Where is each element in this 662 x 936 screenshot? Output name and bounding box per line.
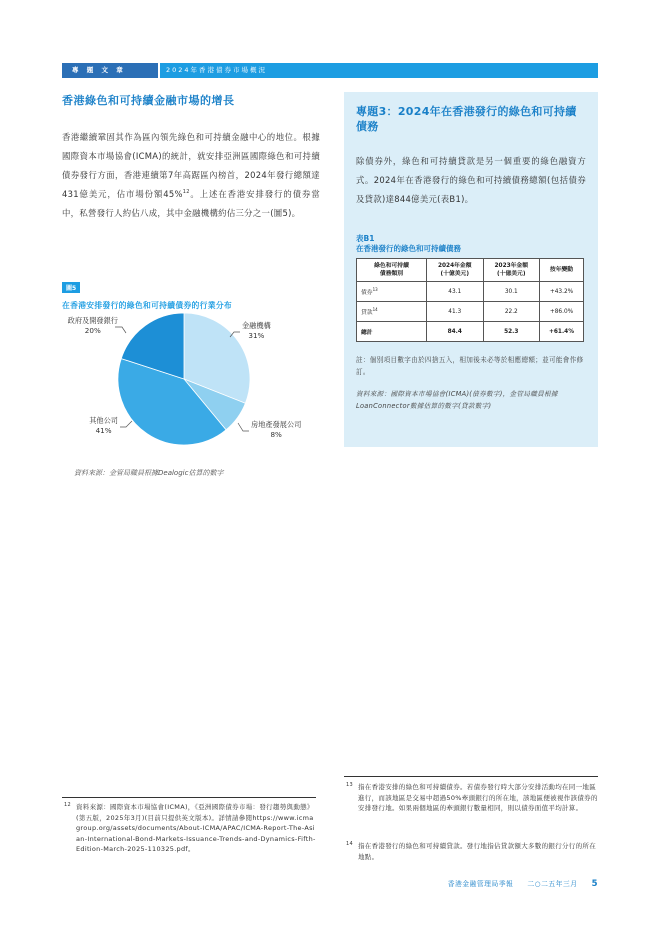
row-label: 債券$^{13}$: [357, 282, 427, 302]
section-title: 香港綠色和可持續金融市場的增長: [62, 94, 235, 107]
pie-value-label-0: 31%: [248, 331, 265, 340]
cell-2023: 30.1: [483, 282, 540, 302]
table-note: 註：個別項目數字由於四捨五入，相加後未必等於相應總額；並可能會作修訂。: [356, 356, 584, 376]
row-label: 總計: [357, 322, 427, 342]
footnote-text: 資料來源：國際資本市場協會(ICMA)，《亞洲國際債券市場：發行趨勢與動態》(第五版，2025年3月)(目前只提供英文版本)。詳情請參閱https://www.icmagroup.org/assets/documents/About-ICMA/APAC/ICMA-Report-The-Asian-International-Bond-Markets-Issuance-Trends-and-Dynamics-Fifth-Edition-March-2025-110325.pdf。: [76, 803, 316, 853]
figure-5: [62, 275, 320, 480]
col-header-2023: 2023年金額 (十億美元): [483, 259, 540, 282]
footnote-divider-left: [62, 797, 316, 798]
pie-value-label-3: 20%: [84, 326, 101, 335]
pie-label-3: 政府及開發銀行: [67, 316, 118, 325]
table-title: 在香港發行的綠色和可持續債務: [356, 244, 461, 253]
header-section-label: 專 題 文 章: [62, 63, 158, 78]
body-paragraph: [62, 128, 320, 223]
col-header-change: 按年變動: [540, 259, 584, 282]
cell-2023: 22.2: [483, 302, 540, 322]
footer-publication: 香港金融管理局季報: [447, 880, 514, 888]
cell-2024: 41.3: [427, 302, 484, 322]
cell-2023: 52.3: [483, 322, 540, 342]
pie-chart: [62, 305, 320, 465]
table-header-row: [357, 259, 584, 282]
pie-value-label-1: 8%: [270, 430, 282, 439]
footnote-text: 指在香港發行的綠色和可持續貸款。發行地指佔貸款額大多數的銀行分行的所在地點。: [358, 842, 596, 861]
page-footer: [448, 878, 598, 889]
footnote-14: [346, 841, 598, 862]
footnote-number: 14: [346, 841, 353, 847]
footnote-divider-right: [344, 776, 598, 777]
figure-source: 資料來源：金管局職員根據Dealogic估算的數字: [74, 469, 224, 477]
table-row: [357, 302, 584, 322]
row-label: 貸款$^{14}$: [357, 302, 427, 322]
table-row-total: [357, 322, 584, 342]
col-header-category: 綠色和可持續 債務類別: [357, 259, 427, 282]
main-article: [62, 92, 320, 223]
pie-label-1: 房地產發展公司: [251, 420, 302, 429]
table-source: 資料來源：國際資本市場協會(ICMA)(債券數字)，金管局職員根據LoanConnector數據估算的數字(貸款數字): [356, 390, 558, 410]
cell-change: +61.4%: [540, 322, 584, 342]
footnote-text: 指在香港安排的綠色和可持續債券。若債券發行時大部分安排活動均在同一地區進行，而該地區是交易中超過50%牽頭銀行的所在地，該地區便被視作該債券的安排發行地。如果兩個地區的牽頭銀行數量相同，則以債券面值平均計算。: [358, 783, 598, 812]
pie-label-2: 其他公司: [89, 416, 118, 425]
footnote-number: 12: [64, 802, 71, 808]
box-title: 專題3：2024年在香港發行的綠色和可持續債務: [356, 105, 577, 133]
box-3: [344, 92, 598, 447]
body-text-a: 香港繼續鞏固其作為區內領先綠色和可持續金融中心的地位。根據國際資本市場協會(ICMA)的統計，就安排亞洲區國際綠色和可持續債券發行方面，香港連續第7年高踞區內榜首，2024年發行總額達431億美元，佔市場份額45%: [62, 132, 320, 199]
pie-label-0: 金融機構: [242, 321, 271, 330]
body-text-b: 。上述在香港安排發行的債券當中，私營發行人約佔八成，其中金融機構約佔三分之一(圖5)。: [62, 189, 320, 218]
table-b1: [356, 258, 584, 342]
footnote-12: [64, 802, 316, 855]
table-row: [357, 282, 584, 302]
figure-title: 在香港安排發行的綠色和可持續債券的行業分布: [62, 301, 233, 310]
cell-2024: 43.1: [427, 282, 484, 302]
running-header: [62, 63, 598, 78]
footer-date: 二○二五年三月: [527, 880, 578, 888]
table-tag: 表B1: [356, 234, 375, 243]
cell-2024: 84.4: [427, 322, 484, 342]
footnote-number: 13: [346, 782, 353, 788]
pie-value-label-2: 41%: [95, 426, 112, 435]
page-number: 5: [591, 879, 598, 889]
footnote-13: [346, 782, 598, 814]
cell-change: +43.2%: [540, 282, 584, 302]
table-caption: [356, 234, 586, 254]
footnote-ref-12[interactable]: 12: [182, 189, 190, 196]
cell-change: +86.0%: [540, 302, 584, 322]
figure-tag: 圖5: [62, 282, 80, 293]
box-paragraph: 除債券外，綠色和可持續貸款是另一個重要的綠色融資方式。2024年在香港發行的綠色和可持續債務總額(包括債券及貸款)達844億美元(表B1)。: [356, 156, 586, 204]
header-topic-label: 2024年香港債券市場概況: [160, 63, 598, 78]
col-header-2024: 2024年金額 (十億美元): [427, 259, 484, 282]
